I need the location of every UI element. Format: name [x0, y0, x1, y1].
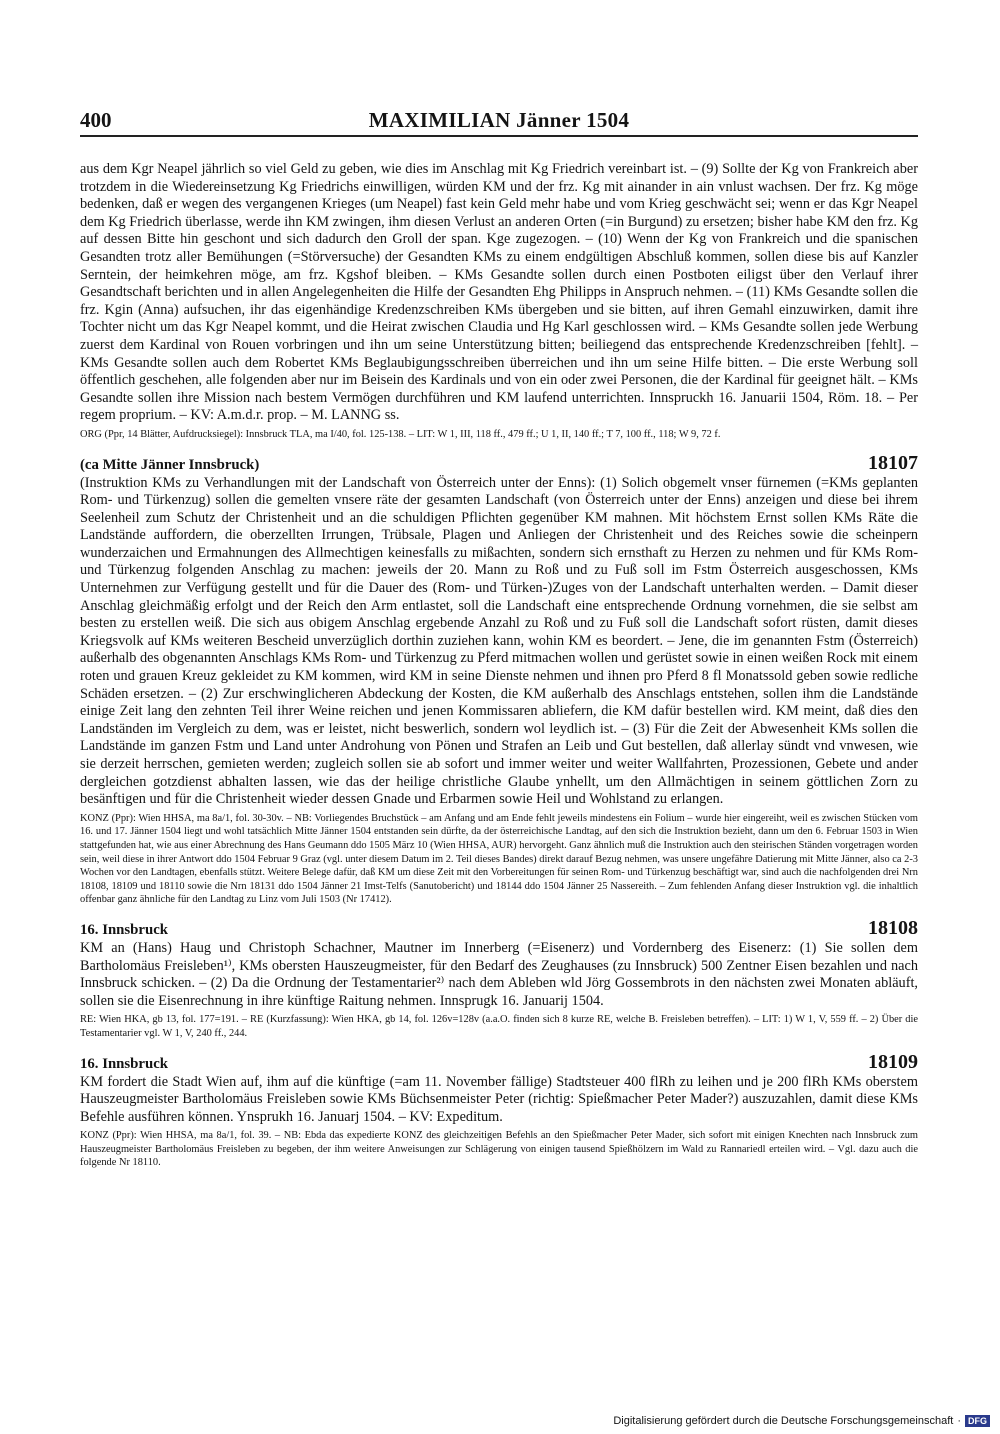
- header-rule: [80, 135, 918, 137]
- credit-text: Digitalisierung gefördert durch die Deutsche Forschungsgemeinschaft: [613, 1415, 954, 1427]
- intro-text: aus dem Kgr Neapel jährlich so viel Geld zu geben, wie dies im Anschlag mit Kg Friedrich vereinbart ist. – (9) Sollte der Kg von Frankreich aber trotzdem in die Wiedereinsetzung Kg Friedrichs einwilligen, würden KM und der frz. Kg mit ainander in ain vnlust wachsen. Der frz. Kg möge bedenken, daß er wegen des vergangenen Krieges (um Neapel) fast kein Geld mehr habe und vom Krieg geschwächt sei; wenn er das Kgr Neapel dem Kg Friedrich überlasse, werde ihn KM zwingen, ihm diesen Verlust an anderen Orten (=in Burgund) zu ersetzen; bisher habe KM den frz. Kg auf dessen Bitte hin geschont und sich dadurch den Groll der span. Kge zugezogen. – (10) Wenn der Kg von Frankreich und die spanischen Gesandten trotz aller Bemühungen (=Störversuche) der Gesandten KMs zu einem endgültigen Abschluß kommen, sollen diese bis auf Kanzler Serntein, der heimkehren möge, am frz. Kgshof bleiben. – KMs Gesandte sollen durch einen Postboten eiligst über den Verlauf ihrer Gesandtschaft berichten und in allen Angelegenheiten die Hilfe der Gesandten Ehg Philipps in Anspruch nehmen. – (11) KMs Gesandte sollen die frz. Kgin (Anna) aufsuchen, ihr das eigenhändige Kredenzschreiben KMs übergeben und sie bitten, auf ihren Gemahl einzuwirken, damit ihre Tochter nicht um das Kgr Neapel kommt, und die Heirat zwischen Claudia und Hg Karl geschlossen wird. – KMs Gesandte sollen jede Werbung zuerst dem Kardinal von Rouen vorbringen und ihn um seine Unterstützung bitten; beiliegend das entsprechende Kredenzschreiben [fehlt]. – KMs Gesandte sollen auch dem Robertet KMs Beglaubigungsschreiben überreichen und ihn um seine Hilfe bitten. – Die erste Werbung soll öffentlich geschehen, alle folgenden aber nur im Beisein des Kardinals und von ein oder zwei Personen, die der Kardinal für geeignet hält. – KMs Gesandte sollen ihre Mission nach bestem Vermögen durchführen und KM laufend unterrichten. Innspruckh 16. Januarii 1504, Röm. 18. – Per regem proprium. – KV: A.m.d.r. prop. – M. LANNG ss.: [80, 161, 918, 424]
- entry-source: KONZ (Ppr): Wien HHSA, ma 8a/1, fol. 39. – NB: Ebda das expedierte KONZ des gleichzeitigen Befehls an den Spießmacher Peter Mader, sich sofort mit einigen Knechten nach Innsbruck zum Hauszeugmeister Bartholomäus Freisleben zu begeben, der ihm weitere Anweisungen zur Schlägerung von einigen tausend Spießhölzern im Wald zu Rannariedl erteilen wird. – Vgl. dazu auch die folgende Nr 18110.: [80, 1130, 918, 1169]
- entry-text: KM an (Hans) Haug und Christoph Schachner, Mautner im Innerberg (=Eisenerz) und Vordernberg des Eisenerz: (1) Sie sollen dem Bartholomäus Freisleben¹⁾, KMs obersten Hauszeugmeister, für den Bedarf des Zeughauses (zu Innsbruck) 500 Zentner Eisen bezahlen und nach Innsbruck schicken. – (2) Da die Ordnung der Testamentarier²⁾ nach dem Ableben wld Jörg Gossembrots in den nächsten zwei Monaten abläuft, sollen sie die Eisenrechnung in ihre künftige Raitung nehmen. Innsprugk 16. Januarij 1504.: [80, 939, 918, 1009]
- entry-text: KM fordert die Stadt Wien auf, ihm auf die künftige (=am 11. November fällige) Stadtsteuer 400 flRh zu leihen und je 200 flRh KMs oberstem Hauszeugmeister Bartholomäus Freisleben sowie KMs Büchsenmeister Peter (richtig: Spießmacher Peter Mader?) auszuzahlen, damit diese KMs Befehle ausführen können. Ynsprukh 16. Januarj 1504. – KV: Expeditum.: [80, 1073, 918, 1125]
- entry-heading: [80, 1051, 918, 1074]
- entry-number: 18109: [868, 1050, 918, 1073]
- dfg-logo: DFG: [965, 1415, 990, 1427]
- entry-place: 16. Innsbruck: [80, 1055, 168, 1072]
- page-header: [80, 108, 918, 138]
- entry-place: 16. Innsbruck: [80, 921, 168, 938]
- entry-number: 18107: [868, 451, 918, 474]
- page-content: [80, 161, 918, 1170]
- entry: [80, 917, 918, 1041]
- entry: [80, 452, 918, 907]
- entry-source: RE: Wien HKA, gb 13, fol. 177=191. – RE (Kurzfassung): Wien HKA, gb 14, fol. 126v=128v (a.a.O. finden sich 8 kurze RE, welche B. Freisleben betreffen). – LIT: 1) W 1, V, 559 ff. – 2) Über die Testamentarier vgl. W 1, V, 240 ff., 244.: [80, 1014, 918, 1039]
- entry-text: (Instruktion KMs zu Verhandlungen mit der Landschaft von Österreich unter der Enns): (1) Solich obgemelt vnser fürnemen (=KMs geplanten Rom- und Türkenzug) sollen die gemelten vnsere räte der gesamten Landschaft (von Österreich unter der Enns) anzeigen und diese bei ihrem Seelenheil zum Schutz der Christenheit und an die schuldigen Pflichten gegenüber KM mahnen. Mit höchstem Ernst sollen KMs Räte die Landstände auffordern, die oberzellten Irrungen, Trübsale, Plagen und Anliegen der Christenheit und des Reiches sowie die scheinpern wunderzaichen und Ermahnungen des Allmechtigen keinesfalls zu mißachten, sondern sich ernsthaft zu Herzen zu nehmen und für KMs Rom- und Türkenzug folgenden Anschlag zu machen: jeweils der 20. Mann zu Roß und zu Fuß soll im Fstm Österreich ausgeschossen, KMs Unternehmen zur Verfügung gestellt und für die Dauer des (Rom- und Türken-)Zuges von der Landschaft unterhalten werden. – Damit dieser Anschlag gleichmäßig erfolgt und der Reich den Arm entlastet, soll die Landschaft eine entsprechende Ordnung vornehmen, die sie selbst am besten zu erstellen weiß. Die sich aus obigem Anschlag ergebende Anzahl zu Roß und zu Fuß soll die Landschaft sofort rüsten, damit dieses Kriegsvolk auf KMs weiteren Bescheid unverzüglich dorthin zuziehen kann, wohin KM es beordert. – Jene, die im genannten Fstm (Österreich) außerhalb des obgenannten Anschlags KMs Rom- und Türkenzug zu Pferd mitmachen wollen und gerüstet sowie in einen weißen Rock mit einem roten und grauen Kreuz gekleidet zu KM kommen, wird KM in seine Dienste nehmen und ihnen pro Pferd 8 fl Monatssold geben sowie redliche Schäden ersetzen. – (2) Zur erschwinglicheren Abdeckung der Kosten, die KM außerhalb des Anschlags entstehen, sollen ihm die Landstände einige Zeit lang den zehnten Teil ihrer Weine reichen und jenen Kommissaren abliefern, die KM dafür bestellen wird. KM meint, daß dies den Landständen im Vergleich zu dem, was er leistet, nicht beswerlich, sondern wol leydlich ist. – (3) Für die Zeit der Abwesenheit KMs sollen die Landstände im ganzen Fstm und Land unter Androhung von Pönen und Strafen an Leib und Gut bestellen, daß allerlay sündt vnd vnwesen, wie sie derzeit herrschen, gemieten werden; zugleich sollen sie ab sofort und immer weiter und weiter Wallfahrten, Prozessionen, Gebete und ander dergleichen gotzdienst abhalten lassen, wie das der heilige christliche Glaube ynhellt, um den Allmächtigen in seinem göttlichen Zorn zu besänftigen und für die Christenheit wieder dessen Gnade und Erbarmen sowie Heil und Wohlstand zu erlangen.: [80, 474, 918, 808]
- page-number: 400: [80, 108, 112, 132]
- intro-source: ORG (Ppr, 14 Blätter, Aufdrucksiegel): Innsbruck TLA, ma I/40, fol. 125-138. – LIT: W 1, III, 118 ff., 479 ff.; U 1, II, 140 ff.; T 7, 100 ff., 118; W 9, 72 f.: [80, 428, 721, 440]
- entry-heading: [80, 917, 918, 940]
- entry: [80, 1051, 918, 1171]
- running-title: MAXIMILIAN Jänner 1504: [368, 108, 630, 132]
- dfg-credit: Digitalisierung gefördert durch die Deutsche Forschungsgemeinschaft · DFG: [613, 1415, 990, 1427]
- entry-source: KONZ (Ppr): Wien HHSA, ma 8a/1, fol. 30-30v. – NB: Vorliegendes Bruchstück – am Anfang und am Ende fehlt jeweils mindestens ein Folium – wurde hier eingereiht, weil es zwischen Stücken vom 16. und 17. Jänner 1504 liegt und wohl tatsächlich Mitte Jänner 1504 entstanden sein dürfte, da der österreichische Landtag, auf den sich die Instruktion bezieht, dann um den 6. Februar 1503 in Wien stattgefunden hat, wie aus einer Abrechnung des Hans Geumann ddo 1505 März 10 (Wien HHSA, AUR) hervorgeht. Ganz ähnlich muß die Instruktion auch den steirischen Ständen vorgetragen worden sein, weil diese in ihrer Antwort ddo 1504 Februar 9 Graz (vgl. unter diesem Datum im 2. Teil dieses Bandes) direkt darauf Bezug nehmen, was unsere ungefähre Datierung mit Mitte Jänner, also ca 2-3 Wochen vor den Landtagen, ebenfalls stützt. Weitere Belege dafür, daß KM um diese Zeit mit den Vorbereitungen für seinen Rom- und Türkenzug beschäftigt war, sind auch die nachfolgenden drei Nrn 18108, 18109 und 18110 sowie die Nrn 18131 ddo 1504 Jänner 21 Imst-Telfs (Sanutobericht) und 18144 ddo 1504 Jänner 25 Nassereith. – Zum fehlenden Anfang dieser Instruktion vgl. die inhaltlich offenbar ganz ähnliche für den Landtag zu Linz vom Juli 1503 (Nr 17412).: [80, 812, 918, 906]
- entry-heading: [80, 452, 918, 475]
- entry-number: 18108: [868, 916, 918, 939]
- entry-place: (ca Mitte Jänner Innsbruck): [80, 456, 260, 473]
